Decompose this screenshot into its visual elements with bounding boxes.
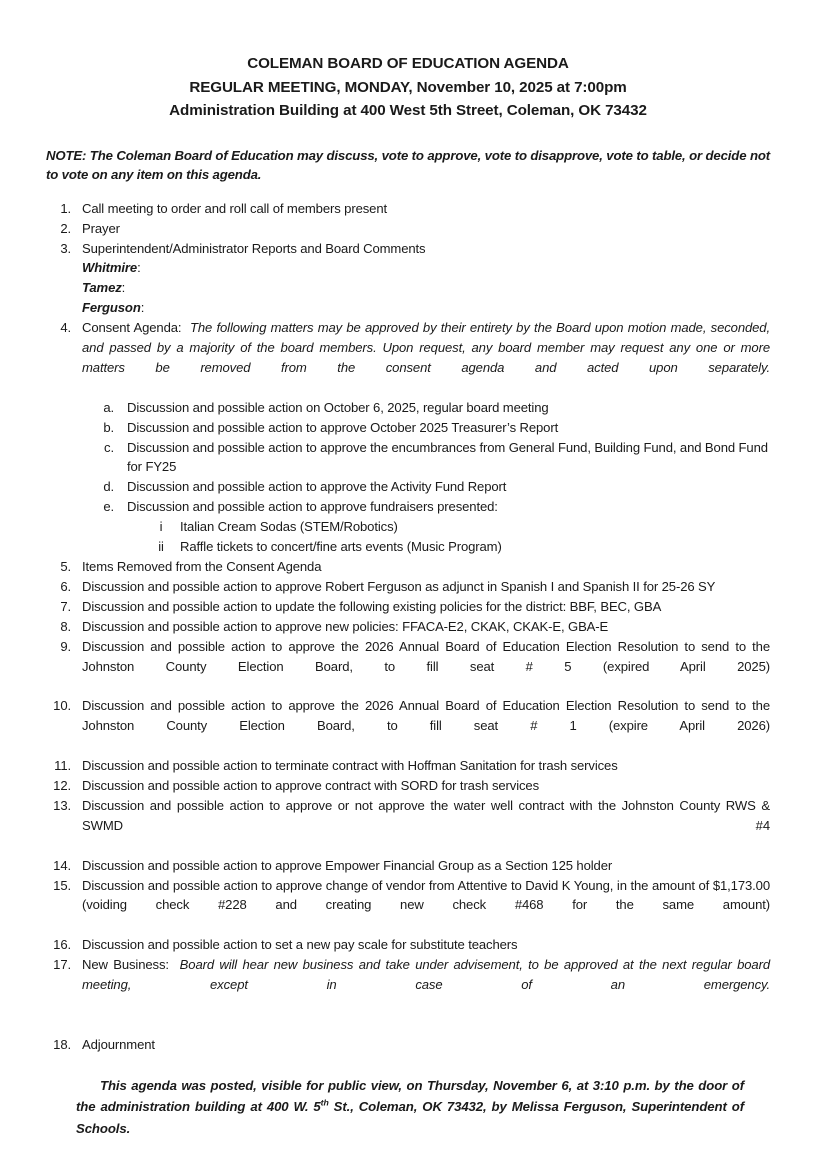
document-header — [46, 52, 770, 123]
agenda-item-4d-marker: d. — [103, 479, 114, 495]
agenda-item-16 — [46, 935, 770, 955]
agenda-item-8-text: Discussion and possible action to approve new policies: FFACA-E2, CKAK, CKAK-E, GBA-E — [82, 618, 609, 634]
agenda-item-17-lead: New Business: — [82, 957, 169, 973]
agenda-item-11 — [46, 756, 770, 776]
posting-statement-ordinal-suffix: th — [320, 1097, 329, 1108]
agenda-item-8 — [46, 617, 770, 637]
agenda-item-9 — [46, 637, 770, 697]
agenda-item-14-marker: 14. — [53, 857, 71, 873]
agenda-item-18-text: Adjournment — [82, 1036, 155, 1052]
agenda-item-10-marker: 10. — [53, 698, 71, 714]
agenda-item-1 — [46, 199, 770, 219]
report-name-ferguson-label: Ferguson — [82, 300, 141, 316]
header-line-location: Administration Building at 400 West 5th Street, Coleman, OK 73432 — [169, 102, 647, 119]
report-name-ferguson-colon: : — [140, 300, 145, 316]
agenda-item-2-text: Prayer — [82, 220, 120, 236]
agenda-item-1-text: Call meeting to order and roll call of members present — [82, 200, 388, 216]
agenda-item-2-marker: 2. — [60, 220, 71, 236]
agenda-item-7-marker: 7. — [60, 598, 71, 614]
agenda-item-4d — [46, 477, 770, 497]
agenda-item-4e-i-text: Italian Cream Sodas (STEM/Robotics) — [180, 519, 398, 535]
agenda-item-13-marker: 13. — [53, 797, 71, 813]
agenda-item-11-marker: 11. — [54, 758, 71, 774]
agenda-item-10-text: Discussion and possible action to approve the 2026 Annual Board of Education Election Resolution to send to the Johnston County Election Board, to fill seat # 1 (expire April 2026) — [82, 698, 770, 734]
agenda-item-10 — [46, 696, 770, 756]
report-name-tamez-label: Tamez — [82, 280, 122, 296]
agenda-item-12-marker: 12. — [53, 777, 71, 793]
agenda-item-4-marker: 4. — [60, 320, 71, 336]
report-name-whitmire-label: Whitmire — [82, 260, 138, 276]
agenda-item-5-marker: 5. — [60, 559, 71, 574]
agenda-item-4e-ii-text: Raffle tickets to concert/fine arts events (Music Program) — [180, 539, 502, 555]
agenda-item-16-marker: 16. — [53, 937, 71, 953]
list-spacer — [46, 1015, 770, 1035]
agenda-item-5-text: Items Removed from the Consent Agenda — [82, 559, 322, 574]
report-name-ferguson — [46, 298, 770, 318]
report-name-tamez — [46, 278, 770, 298]
header-line-meeting: REGULAR MEETING, MONDAY, November 10, 2025 at 7:00pm — [189, 78, 627, 96]
agenda-item-4b — [46, 418, 770, 438]
agenda-item-6-text: Discussion and possible action to approve Robert Ferguson as adjunct in Spanish I and Spanish II for 25-26 SY — [82, 578, 716, 594]
agenda-item-5 — [46, 557, 770, 577]
agenda-item-9-marker: 9. — [60, 638, 71, 654]
agenda-item-17-description: Board will hear new business and take under advisement, to be approved at the next regular board meeting, except in case of an emergency. — [82, 957, 770, 993]
agenda-item-2 — [46, 219, 770, 239]
agenda-item-4e — [46, 497, 770, 517]
agenda-item-4b-marker: b. — [103, 419, 114, 435]
report-name-whitmire-colon: : — [137, 260, 141, 276]
agenda-item-9-text: Discussion and possible action to approve the 2026 Annual Board of Education Election Resolution to send to the Johnston County Election Board, to fill seat # 5 (expired April 2025) — [82, 638, 770, 674]
posting-statement-part1: This agenda was posted, visible for public view, on Thursday, November 6, at 3:10 p.m. by the door of the administration building at 400 W. 5 — [76, 1077, 744, 1115]
agenda-item-4a-text: Discussion and possible action on October 6, 2025, regular board meeting — [127, 399, 549, 415]
agenda-item-14-text: Discussion and possible action to approve Empower Financial Group as a Section 125 holder — [82, 857, 613, 873]
agenda-item-4a-marker: a. — [103, 399, 114, 415]
agenda-item-4d-text: Discussion and possible action to approve the Activity Fund Report — [127, 479, 507, 495]
agenda-item-4e-i — [46, 517, 770, 537]
agenda-item-4c — [46, 438, 770, 478]
agenda-item-6-marker: 6. — [60, 578, 71, 594]
agenda-item-13-text: Discussion and possible action to approve or not approve the water well contract with the Johnston County RWS & SWMD #4 — [82, 797, 770, 833]
agenda-item-3-text: Superintendent/Administrator Reports and Board Comments — [82, 240, 426, 256]
agenda-item-4e-ii — [46, 537, 770, 557]
agenda-item-18 — [46, 1035, 770, 1055]
agenda-item-4e-marker: e. — [103, 499, 114, 515]
disclaimer-note: NOTE: The Coleman Board of Education may discuss, vote to approve, vote to disapprove, vote to table, or decide not to vote on any item on this agenda. — [46, 147, 770, 183]
agenda-item-15-marker: 15. — [53, 877, 71, 893]
agenda-list — [46, 199, 770, 1055]
agenda-item-7 — [46, 597, 770, 617]
report-name-tamez-colon: : — [121, 280, 126, 296]
agenda-item-7-text: Discussion and possible action to update the following existing policies for the district: BBF, BEC, GBA — [82, 598, 662, 614]
agenda-item-1-marker: 1. — [60, 200, 71, 216]
agenda-item-18-marker: 18. — [53, 1036, 71, 1052]
agenda-item-3-marker: 3. — [60, 240, 71, 256]
agenda-item-4c-text: Discussion and possible action to approve the encumbrances from General Fund, Building Fund, and Bond Fund for FY25 — [127, 439, 768, 475]
posting-statement-part2: St., Coleman, OK 73432, by Melissa Ferguson, Superintendent of Schools. — [76, 1099, 745, 1136]
agenda-item-17 — [46, 955, 770, 1015]
agenda-item-14 — [46, 856, 770, 876]
agenda-item-4a — [46, 398, 770, 418]
agenda-item-4c-marker: c. — [104, 439, 114, 455]
agenda-item-4-lead: Consent Agenda: — [82, 320, 182, 336]
agenda-item-4 — [46, 318, 770, 398]
agenda-item-4e-ii-marker: ii — [158, 539, 164, 555]
agenda-item-4e-i-marker: i — [159, 519, 163, 535]
agenda-item-12-text: Discussion and possible action to approve contract with SORD for trash services — [82, 777, 540, 793]
agenda-item-8-marker: 8. — [60, 618, 71, 634]
header-line-title: COLEMAN BOARD OF EDUCATION AGENDA — [247, 55, 569, 72]
agenda-item-15-text: Discussion and possible action to approve change of vendor from Attentive to David K Young, in the amount of $1,173.00 (voiding check #228 and creating new check #468 for the same amount) — [82, 877, 770, 913]
agenda-item-4e-text: Discussion and possible action to approve fundraisers presented: — [127, 499, 498, 515]
agenda-item-17-marker: 17. — [53, 957, 71, 973]
report-name-whitmire — [46, 258, 770, 278]
agenda-item-6 — [46, 577, 770, 597]
agenda-item-15 — [46, 876, 770, 936]
agenda-item-13 — [46, 796, 770, 856]
agenda-item-12 — [46, 776, 770, 796]
agenda-item-3 — [46, 239, 770, 259]
agenda-item-4-description: The following matters may be approved by their entirety by the Board upon motion made, seconded, and passed by a majority of the board members. Upon request, any board member may request any one or more matters be removed from the consent agenda and acted upon separately. — [82, 320, 770, 375]
agenda-item-11-text: Discussion and possible action to terminate contract with Hoffman Sanitation for trash services — [82, 758, 618, 774]
posting-statement — [46, 1075, 770, 1161]
agenda-item-16-text: Discussion and possible action to set a new pay scale for substitute teachers — [82, 937, 518, 953]
agenda-item-4b-text: Discussion and possible action to approve October 2025 Treasurer’s Report — [127, 419, 559, 435]
